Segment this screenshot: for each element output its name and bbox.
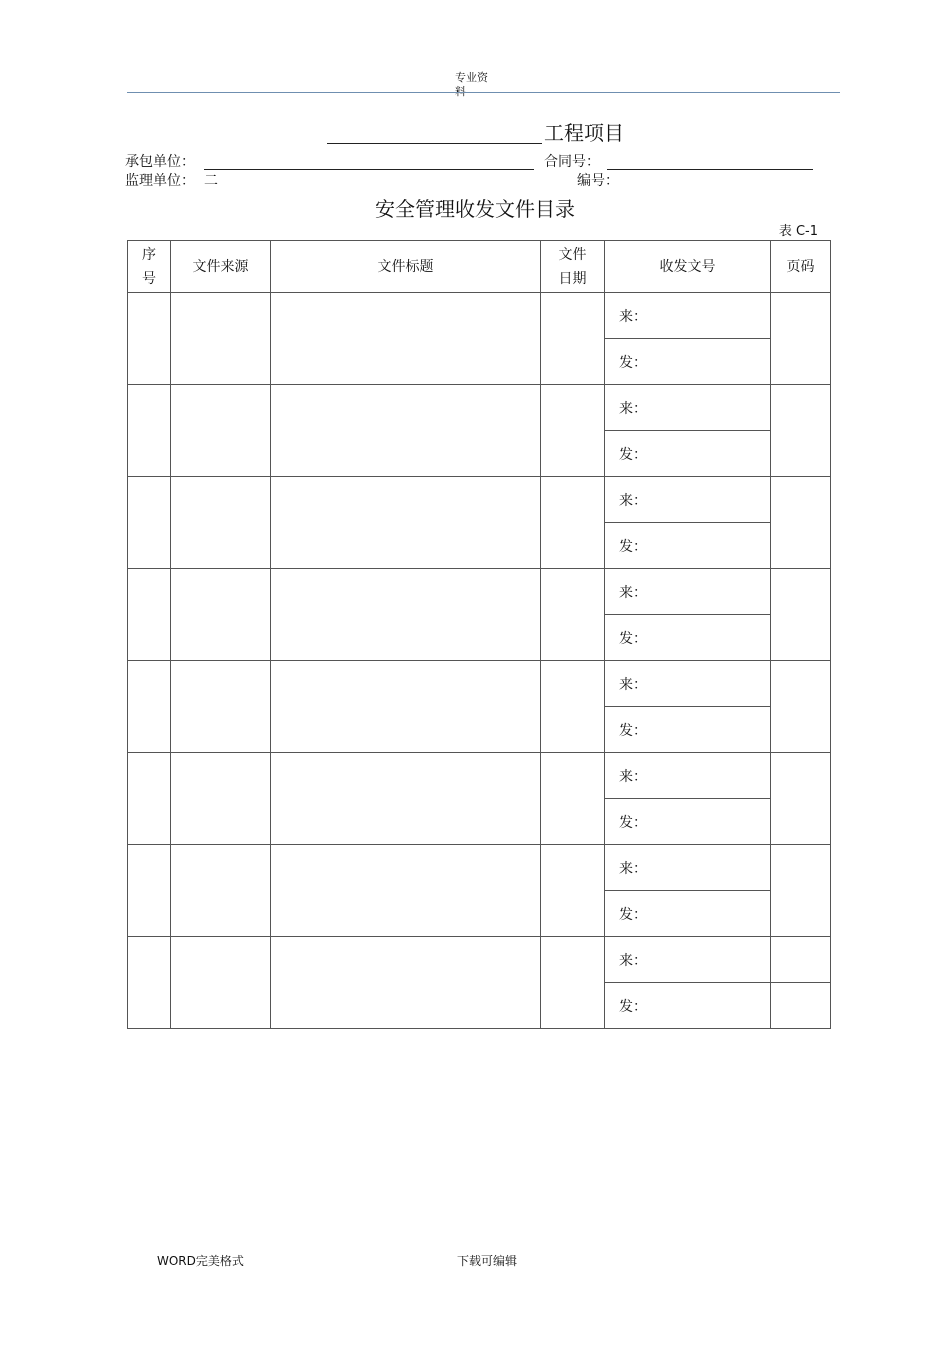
col-header-docno: 收发文号 <box>605 241 771 293</box>
cell-in-docno[interactable] <box>605 845 771 891</box>
out-label: 发： <box>619 538 647 555</box>
in-label: 来： <box>619 952 647 969</box>
footer-left: WORD完美格式 <box>157 1254 244 1268</box>
cell-page[interactable] <box>771 293 831 385</box>
table-row <box>128 569 831 615</box>
out-label: 发： <box>619 354 647 371</box>
cell-page-out[interactable] <box>771 983 831 1029</box>
cell-seq[interactable] <box>128 385 171 477</box>
cell-page-in[interactable] <box>771 937 831 983</box>
cell-title[interactable] <box>271 569 541 661</box>
cell-seq[interactable] <box>128 845 171 937</box>
cell-source[interactable] <box>171 477 271 569</box>
cell-date[interactable] <box>541 385 605 477</box>
cell-seq[interactable] <box>128 937 171 1029</box>
cell-page[interactable] <box>771 753 831 845</box>
cell-in-docno[interactable] <box>605 385 771 431</box>
in-label: 来： <box>619 308 647 325</box>
contract-no-blank <box>607 169 813 170</box>
cell-in-docno[interactable] <box>605 293 771 339</box>
out-label: 发： <box>619 722 647 739</box>
cell-page[interactable] <box>771 477 831 569</box>
form-code: 表 C-1 <box>778 224 818 239</box>
cell-seq[interactable] <box>128 753 171 845</box>
cell-date[interactable] <box>541 477 605 569</box>
table-row <box>128 293 831 339</box>
table-row <box>128 661 831 707</box>
cell-title[interactable] <box>271 937 541 1029</box>
cell-date[interactable] <box>541 661 605 753</box>
table-row <box>128 385 831 431</box>
cell-out-docno[interactable] <box>605 891 771 937</box>
cell-out-docno[interactable] <box>605 339 771 385</box>
header-label: 专业资料 <box>455 71 488 98</box>
contract-no-label: 合同号： <box>544 154 600 170</box>
in-label: 来： <box>619 860 647 877</box>
supervisor-value: 二 <box>204 173 218 189</box>
cell-page[interactable] <box>771 661 831 753</box>
cell-date[interactable] <box>541 753 605 845</box>
table-row <box>128 753 831 799</box>
table-row <box>128 845 831 891</box>
cell-title[interactable] <box>271 385 541 477</box>
cell-in-docno[interactable] <box>605 477 771 523</box>
out-label: 发： <box>619 906 647 923</box>
col-header-source: 文件来源 <box>171 241 271 293</box>
in-label: 来： <box>619 400 647 417</box>
out-label: 发： <box>619 814 647 831</box>
cell-date[interactable] <box>541 293 605 385</box>
col-header-title: 文件标题 <box>271 241 541 293</box>
cell-in-docno[interactable] <box>605 569 771 615</box>
cell-out-docno[interactable] <box>605 707 771 753</box>
cell-source[interactable] <box>171 569 271 661</box>
cell-title[interactable] <box>271 477 541 569</box>
file-register-table <box>127 240 831 1029</box>
cell-title[interactable] <box>271 661 541 753</box>
table-row <box>128 477 831 523</box>
cell-source[interactable] <box>171 385 271 477</box>
cell-seq[interactable] <box>128 661 171 753</box>
cell-source[interactable] <box>171 753 271 845</box>
cell-page[interactable] <box>771 385 831 477</box>
cell-seq[interactable] <box>128 477 171 569</box>
cell-source[interactable] <box>171 661 271 753</box>
project-name-blank <box>327 143 542 144</box>
out-label: 发： <box>619 446 647 463</box>
in-label: 来： <box>619 768 647 785</box>
in-label: 来： <box>619 584 647 601</box>
cell-page[interactable] <box>771 845 831 937</box>
supervisor-label: 监理单位： <box>125 173 195 189</box>
cell-seq[interactable] <box>128 293 171 385</box>
footer-right: 下载可编辑 <box>457 1254 518 1268</box>
contractor-blank <box>204 169 534 170</box>
cell-title[interactable] <box>271 753 541 845</box>
table-header-row <box>128 241 831 293</box>
document-title: 安全管理收发文件目录 <box>375 197 575 221</box>
cell-out-docno[interactable] <box>605 523 771 569</box>
table-row <box>128 937 831 983</box>
header-divider <box>127 92 840 93</box>
in-label: 来： <box>619 676 647 693</box>
col-header-seq: 序号 <box>128 241 171 293</box>
out-label: 发： <box>619 630 647 647</box>
cell-out-docno[interactable] <box>605 799 771 845</box>
contractor-label: 承包单位： <box>125 154 195 170</box>
cell-in-docno[interactable] <box>605 753 771 799</box>
cell-seq[interactable] <box>128 569 171 661</box>
cell-source[interactable] <box>171 293 271 385</box>
project-title-suffix: 工程项目 <box>544 121 624 145</box>
cell-source[interactable] <box>171 845 271 937</box>
cell-date[interactable] <box>541 845 605 937</box>
cell-date[interactable] <box>541 569 605 661</box>
cell-title[interactable] <box>271 293 541 385</box>
cell-page[interactable] <box>771 569 831 661</box>
cell-in-docno[interactable] <box>605 661 771 707</box>
cell-out-docno[interactable] <box>605 615 771 661</box>
in-label: 来： <box>619 492 647 509</box>
cell-out-docno[interactable] <box>605 431 771 477</box>
serial-no-label: 编号： <box>577 173 619 189</box>
cell-title[interactable] <box>271 845 541 937</box>
out-label: 发： <box>619 998 647 1015</box>
col-header-page: 页码 <box>771 241 831 293</box>
col-header-date: 文件日期 <box>541 241 605 293</box>
cell-out-docno[interactable] <box>605 983 771 1029</box>
cell-date[interactable] <box>541 937 605 1029</box>
cell-source[interactable] <box>171 937 271 1029</box>
cell-in-docno[interactable] <box>605 937 771 983</box>
